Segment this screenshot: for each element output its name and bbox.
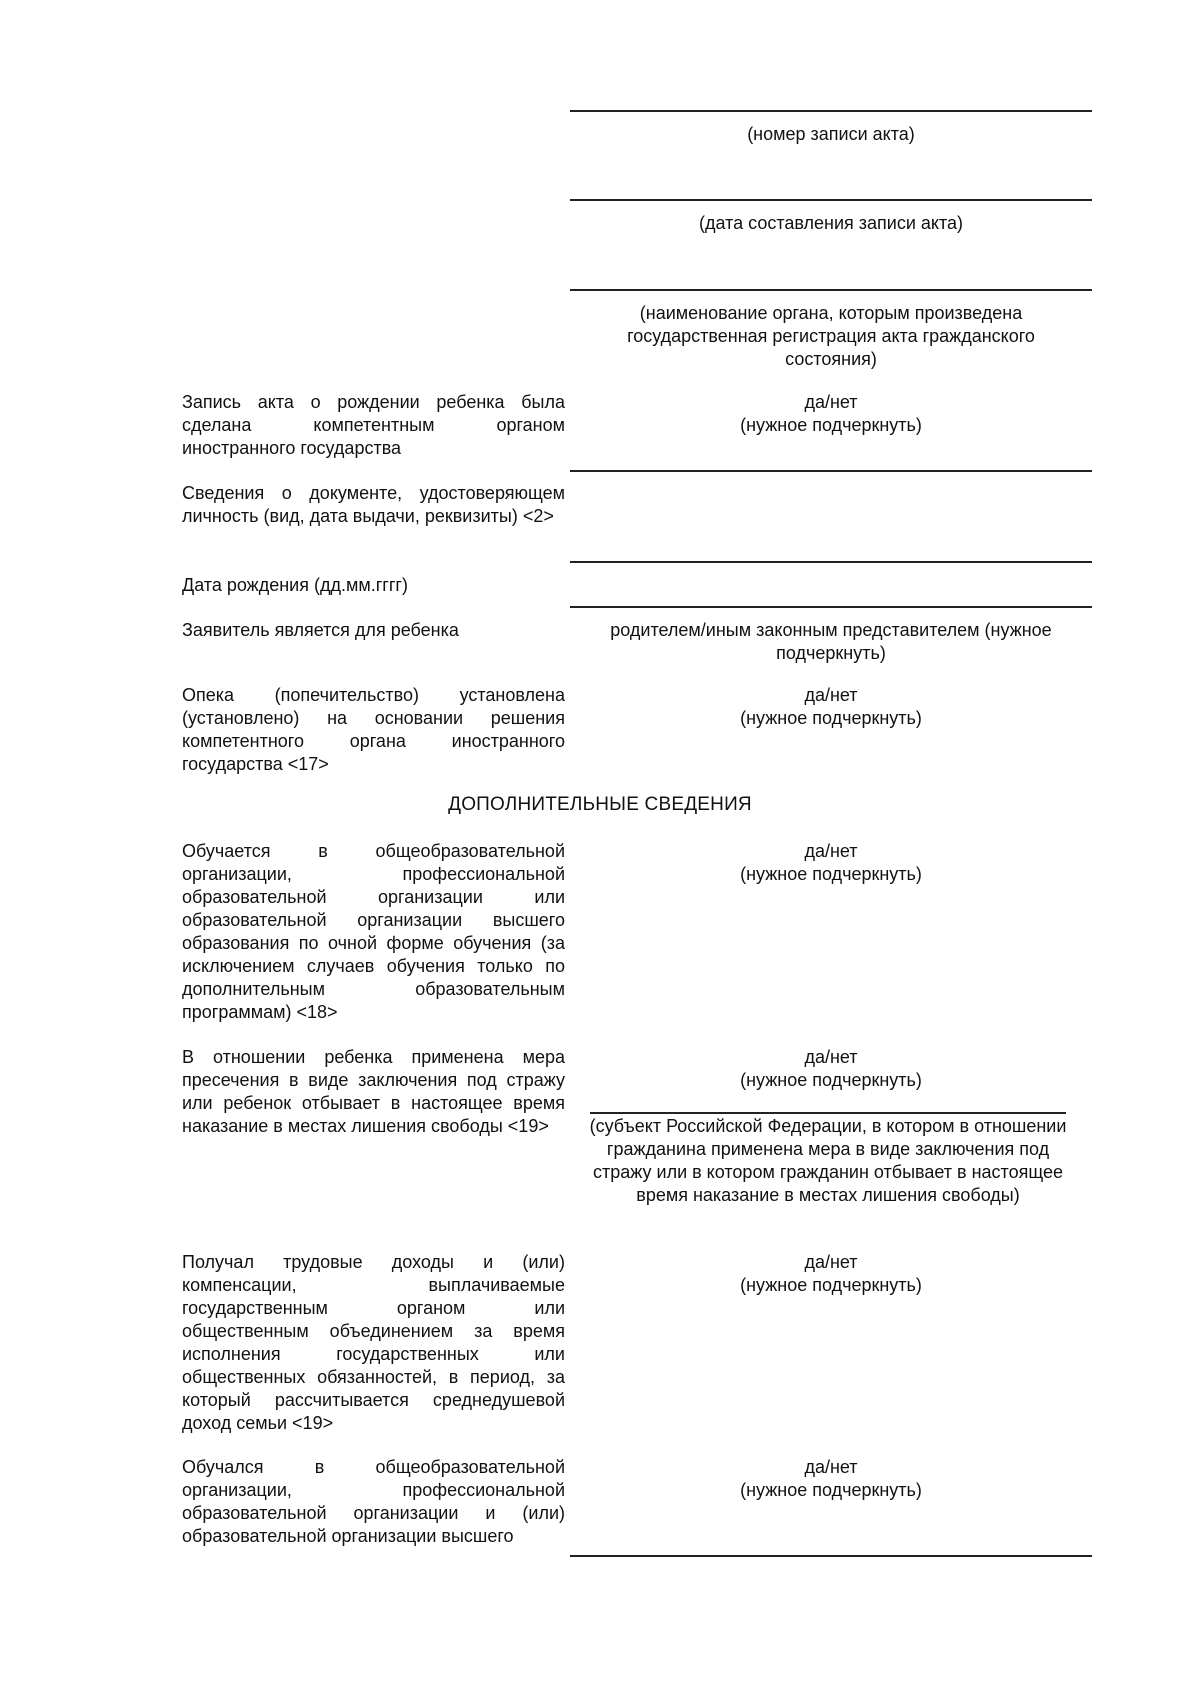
act-date-caption: (дата составления записи акта) bbox=[698, 213, 964, 233]
foreign-birth-value[interactable]: да/нет (нужное подчеркнуть) bbox=[740, 392, 922, 435]
section-title: ДОПОЛНИТЕЛЬНЫЕ СВЕДЕНИЯ bbox=[448, 794, 752, 815]
studied-label: Обучался в общеобразовательной организации, профессиональной образовательной организации и (или) образовательной организации высшего bbox=[182, 1457, 565, 1546]
studied-line[interactable] bbox=[570, 1555, 1092, 1557]
act-number-caption: (номер записи акта) bbox=[747, 124, 915, 144]
labor-income-value[interactable]: да/нет (нужное подчеркнуть) bbox=[740, 1252, 922, 1295]
detention-label: В отношении ребенка применена мера пресечения в виде заключения под стражу или ребенок отбывает в настоящее время наказание в местах лишения свободы <19> bbox=[182, 1047, 565, 1136]
studying-value[interactable]: да/нет (нужное подчеркнуть) bbox=[740, 841, 922, 884]
authority-caption: (наименование органа, которым произведена государственная регистрация акта гражданского состояния) bbox=[627, 303, 1035, 369]
birth-date-label: Дата рождения (дд.мм.гггг) bbox=[182, 575, 408, 595]
act-date-line[interactable] bbox=[570, 199, 1092, 201]
labor-income-label: Получал трудовые доходы и (или) компенсации, выплачиваемые государственным органом или общественным объединением за время исполнения государственных или общественных обязанностей, в период, за который рассчитывается среднедушевой доход семьи <19> bbox=[182, 1252, 565, 1433]
detention-value[interactable]: да/нет (нужное подчеркнуть) bbox=[740, 1047, 922, 1090]
act-number-line[interactable] bbox=[570, 110, 1092, 112]
region-line[interactable] bbox=[590, 1112, 1066, 1114]
id-document-label: Сведения о документе, удостоверяющем личность (вид, дата выдачи, реквизиты) <2> bbox=[182, 483, 565, 526]
foreign-birth-label: Запись акта о рождении ребенка была сделана компетентным органом иностранного государства bbox=[182, 392, 565, 458]
guardianship-label: Опека (попечительство) установлена (установлено) на основании решения компетентного органа иностранного государства <17> bbox=[182, 685, 565, 774]
studying-label: Обучается в общеобразовательной организации, профессиональной образовательной организации или образовательной организации высшего образования по очной форме обучения (за исключением случаев обучения только по дополнительным образовательным программам) <18> bbox=[182, 841, 565, 1022]
applicant-label: Заявитель является для ребенка bbox=[182, 620, 459, 640]
id-document-line-1[interactable] bbox=[570, 470, 1092, 472]
authority-line[interactable] bbox=[570, 289, 1092, 291]
id-document-line-2[interactable] bbox=[570, 561, 1092, 563]
applicant-value[interactable]: родителем/иным законным представителем (нужное подчеркнуть) bbox=[610, 620, 1052, 663]
birth-date-line[interactable] bbox=[570, 606, 1092, 608]
studied-value[interactable]: да/нет (нужное подчеркнуть) bbox=[740, 1457, 922, 1500]
guardianship-value[interactable]: да/нет (нужное подчеркнуть) bbox=[740, 685, 922, 728]
region-caption: (субъект Российской Федерации, в котором в отношении гражданина применена мера в виде заключения под стражу или в котором гражданин отбывает в настоящее время наказание в местах лишения свободы) bbox=[589, 1116, 1067, 1205]
